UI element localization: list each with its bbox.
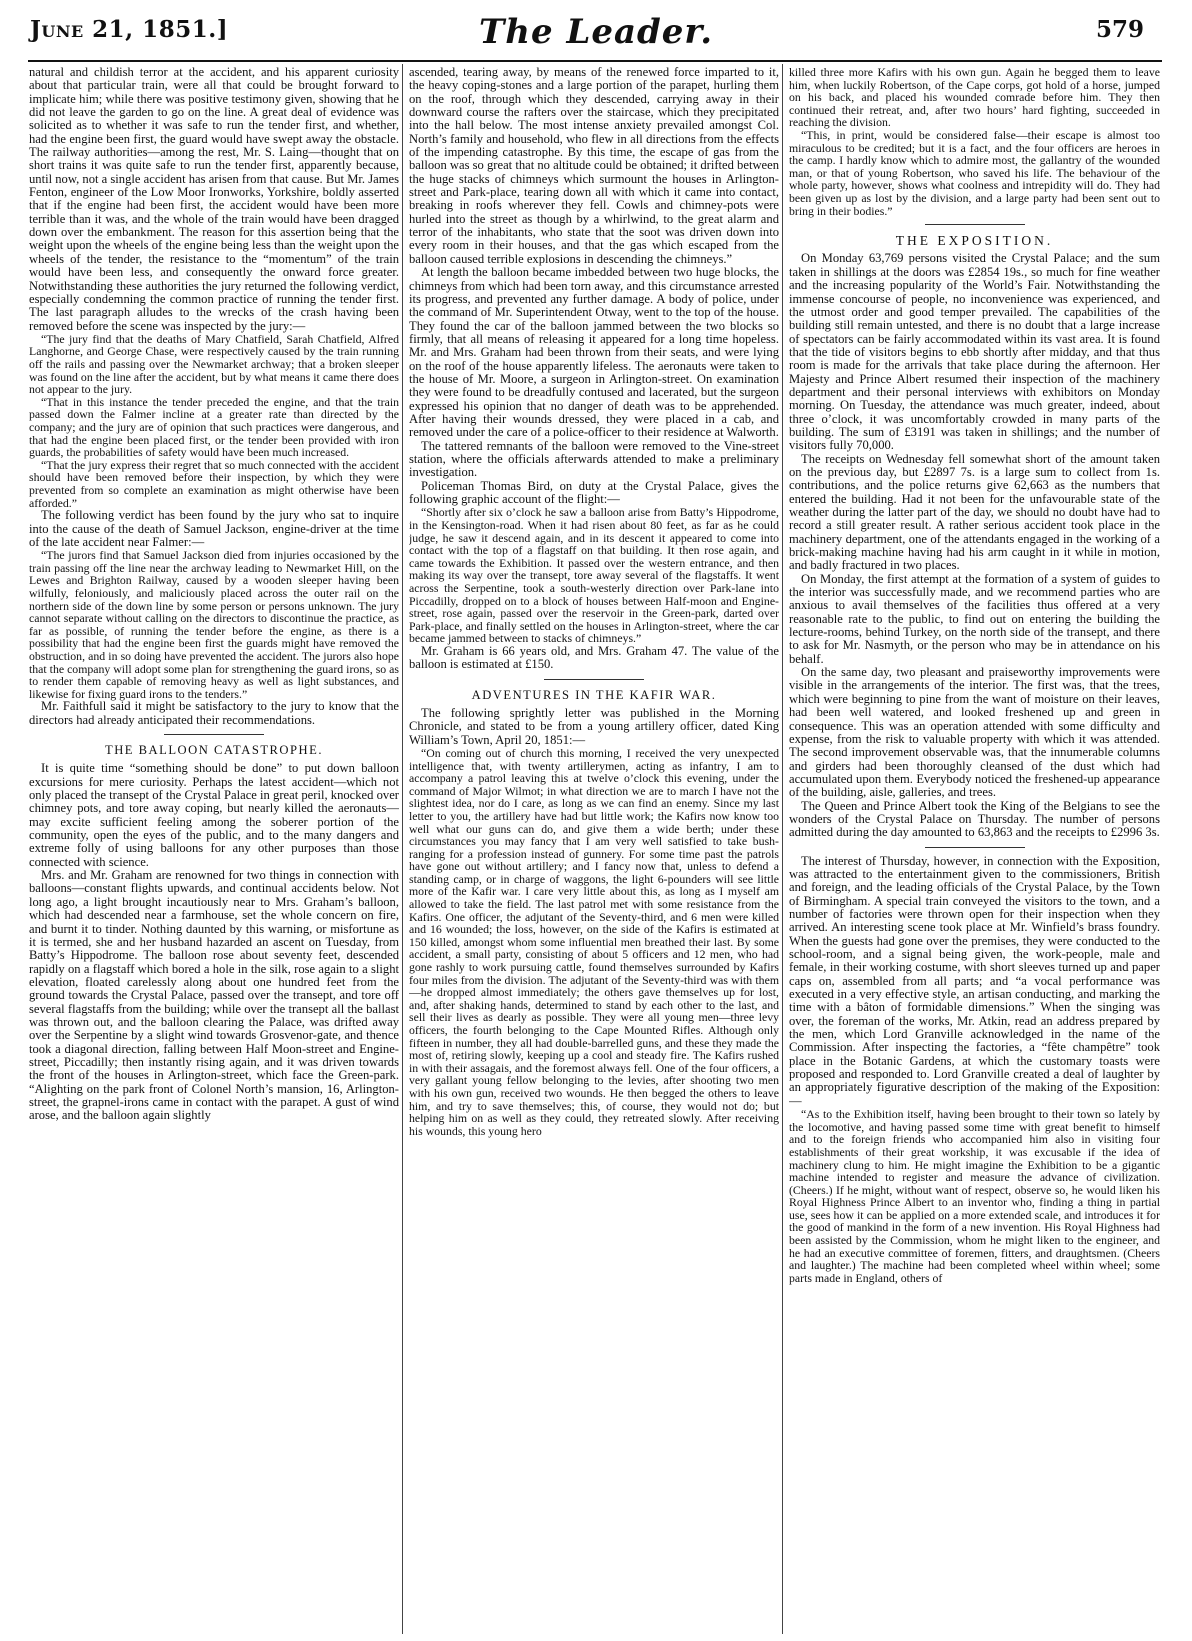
- quote-paragraph: “The jury find that the deaths of Mary Chatfield, Sarah Chatfield, Alfred Langhorne, and George Chase, were respectively caused by the train running off the rails and passing over the Newmarket archway; that a broken sleeper was found on the line after the accident, but by what means it came there does not appear to the jury.: [29, 331, 399, 397]
- paragraph: Mrs. and Mr. Graham are renowned for two things in connection with balloons—constant flights upwards, and continual accidents below. Not long ago, a light brought incautiously near to Mrs. Graham’s balloon, which had descended near a farmhouse, set the whole concern on fire, and burnt it to tinder. Nothing daunted by this warning, or misfortune as it is termed, she and her husband hazarded an ascent on Tuesday, from Batty’s Hippodrome. The balloon rose about seventy feet, descended rapidly on a flagstaff which bored a hole in the silk, rose again to a slight elevation, floated carelessly along about one hundred feet from the ground towards the Crystal Palace, passed over the transept, and tore off several flagstaffs from the building; while over the transept all the ballast was thrown out, and the balloon clearing the Palace, was drifted away over the Serpentine by a slight wind towards Grosvenor-gate, and thence took a diagonal direction, falling between Half Moon-street and Engine-street, Piccadilly; then instantly rising again, and it was driven towards the front of the houses in Arlington-street, which face the Green-park. “Alighting on the park front of Colonel North’s mansion, 16, Arlington-street, the grapnel-irons came in contact with the parapet. A gust of wind arose, and the balloon again slightly: [29, 868, 399, 1123]
- section-separator: [544, 679, 644, 680]
- quote-paragraph: “That in this instance the tender preceded the engine, and that the train passed down the Falmer incline at a greater rate than directed by the company; and the jury are of opinion that such practices were dangerous, and that had the engine been placed first, or the tender been provided with iron guards, the probabilities of safety would have been much increased.: [29, 394, 399, 460]
- paragraph: Mr. Graham is 66 years old, and Mrs. Graham 47. The value of the balloon is estimated at £150.: [409, 643, 779, 672]
- column-divider-2: [782, 64, 783, 1634]
- column-divider-1: [402, 64, 403, 1634]
- paragraph: On Monday 63,769 persons visited the Crystal Palace; and the sum taken in shillings at the doors was £2854 19s., so much for fine weather and the increasing popularity of the World’s Fair. Notwithstanding the immense concourse of people, no inconvenience was experienced, and the utmost order and good temper prevailed. The capabilities of the building still remain untested, and there is no doubt that a large increase of spectators can be fairly accommodated within its vast area. It is found that the tide of visitors begins to ebb shortly after midday, and that thus room is made for the arrivals that take place during the afternoon. Her Majesty and Prince Albert resumed their inspection of the machinery department and their personal interviews with exhibitors on Monday morning. On Tuesday, the attendance was much greater, indeed, about three o’clock, it was uncomfortably crowded in many parts of the building. The sum of £3191 was taken in shillings; and the number of visitors fully 70,000.: [789, 251, 1160, 453]
- section-separator: [164, 734, 264, 735]
- quote-paragraph: “On coming out of church this morning, I received the very unexpected intelligence that, with twenty artillerymen, acting as infantry, I am to accompany a patrol leaving this at twelve o’clock this evening, under the command of Major Wilmot; in what direction we are to march I have not the slightest idea, nor do I care, as long as we can find an enemy. Since my last letter to you, the artillery have had but little work; the Kafirs now know too well what our guns can do, and give them a wide berth; under these circumstances you may fancy that I am very well satisfied to take bush-ranging for a profession instead of gunnery. For some time past the patrols have gone out without artillery; and I fancy now that, unless to defend a standing camp, or in charge of waggons, the light 6-pounders will see little more of the Kafir war. I care very little about this, as long as I myself am allowed to take the field. The last patrol met with some resistance from the Kafirs. One officer, the adjutant of the Seventy-third, and 6 men were killed and 16 wounded; the loss, however, on the side of the Kafirs is estimated at 150 killed, amongst whom some influential men breathed their last. By some accident, a small party, consisting of about 5 officers and 12 men, who had gone rashly to work pursuing cattle, found themselves surrounded by Kafirs four miles from the division. The adjutant of the Seventy-third was with them—he dropped almost immediately; the others gave themselves up for lost, and, after shaking hands, determined to stand by each other to the last, and sell their lives as dearly as possible. They were all young men—three levy officers, the fourth belonging to the Cape Mounted Rifles. Although only fifteen in number, they all had double-barrelled guns, and these they made the most of, retiring slowly, keeping up a cool and steady fire. The Kafirs rushed in with their assagais, and the foremost always fell. One of the four officers, a very gallant young fellow belonging to the levies, after shooting two men with his own gun, received two wounds. He then begged the others to leave him, and try to save themselves; this, of course, they would not do; but helping him on as well as they could, they retreated slowly. After receiving his wounds, this young hero: [409, 745, 779, 1138]
- paragraph: The following verdict has been found by the jury who sat to inquire into the cause of the death of Samuel Jackson, engine-driver at the time of the late accident near Falmer:—: [29, 508, 399, 549]
- paragraph: Policeman Thomas Bird, on duty at the Crystal Palace, gives the following graphic account of the flight:—: [409, 478, 779, 506]
- paragraph: On the same day, two pleasant and praiseworthy improvements were visible in the arrangements of the interior. The first was, that the trees, which were beginning to pine from the want of moisture on their leaves, had been well watered, and looked freshened up and green in consequence. This was an operation attended with some difficulty and expense, from the risk to valuable property with which it was attended. The second improvement observable was, that the innumerable columns and girders had been thoroughly cleansed of the dust which had accumulated upon them. Everybody noticed the freshened-up appearance of the building, aisle, galleries, and trees.: [789, 665, 1160, 800]
- paragraph: The Queen and Prince Albert took the King of the Belgians to see the wonders of the Crystal Palace on Thursday. The number of persons admitted during the day amounted to 63,863 and the receipts to £2996 3s.: [789, 798, 1160, 840]
- column-2: [409, 66, 779, 1632]
- section-separator: [925, 847, 1025, 848]
- section-heading-kafir: ADVENTURES IN THE KAFIR WAR.: [471, 687, 717, 702]
- quote-paragraph: “Shortly after six o’clock he saw a balloon arise from Batty’s Hippodrome, in the Kensington-road. When it had risen about 80 feet, as far as he could judge, he saw it descend again, and in its descent it appeared to come into contact with the top of a flagstaff on that building. It then rose again, and came towards the Exhibition. It passed over the western entrance, and then making its way over the transept, tore away several of the flagstaffs. It went across the Serpentine, took a south-westerly direction over Park-lane into Piccadilly, dropped on to a block of houses between Half-moon and Engine-street, rose again, passed over the reservoir in the Green-park, darted over Park-place, and finally settled on the houses in Arlington-street, where the car became jammed between to stacks of chimneys.”: [409, 505, 779, 646]
- paragraph: ascended, tearing away, by means of the renewed force imparted to it, the heavy coping-stones and a large portion of the parapet, hurling them on the roof, through which they descended, carrying away in their downward course the rafters over the staircase, which they precipitated into the hall below. The most intense anxiety prevailed amongst Col. North’s family and household, who flew in all directions from the effects of the impending catastrophe. By this time, the escape of gas from the balloon was so great that no altitude could be obtained; it drifted between the huge stacks of chimneys which surmount the houses in Arlington-street and Park-place, tearing down all with which it came into contact, breaking in roofs wherever they fell. Cowls and chimney-pots were hurled into the street as though by a whirlwind, to the great alarm and terror of the inhabitants, who state that the soot was driven down into every room in their houses, and that the gas which escaped from the balloon caused terrible explosions in descending the chimneys.”: [409, 66, 779, 266]
- paragraph: Mr. Faithfull said it might be satisfactory to the jury to know that the directors had already anticipated their recommendations.: [29, 699, 399, 727]
- paragraph: On Monday, the first attempt at the formation of a system of guides to the interior was successfully made, and we recommend parties who are anxious to avail themselves of the facilities thus offered at a very reasonable rate to the public, to find out on entering the building the lecture-rooms, behind Turkey, on the north side of the transept, and there to ask for Mr. Nasmyth, or the person who may be in attendance on his behalf.: [789, 571, 1160, 666]
- masthead-title: The Leader.: [478, 12, 714, 52]
- issue-date: June 21, 1851.]: [30, 16, 229, 43]
- section-separator: [925, 224, 1025, 225]
- page-header: [0, 0, 1192, 64]
- quote-paragraph: “That the jury express their regret that so much connected with the accident should have been removed before their inspection, by which they were prevented from so complete an examination as might otherwise have been afforded.”: [29, 457, 399, 510]
- quote-paragraph: “The jurors find that Samuel Jackson died from injuries occasioned by the train passing off the line near the archway leading to Newmarket Hill, on the Lewes and Brighton Railway, caused by a wooden sleeper having been wilfully, feloniously, and maliciously placed across the outer rail on the northern side of the down line by some person or persons unknown. The jury cannot separate without calling on the directors to discontinue the practice, as far as possible, of running the tender before the engine, as there is a possibility that had the engine been first the guards might have removed the obstruction, and in so doing have prevented the accident. The jurors also hope that the company will adopt some plan for strengthening the guard irons, so as to render them capable of removing heavy as well as light substances, and likewise for fixing guard irons to the tenders.”: [29, 548, 399, 701]
- paragraph: The tattered remnants of the balloon were removed to the Vine-street station, where the officials afterwards attended to make a preliminary investigation.: [409, 438, 779, 480]
- section-heading-balloon: THE BALLOON CATASTROPHE.: [105, 743, 323, 758]
- header-rule: [28, 60, 1162, 62]
- section-heading-exposition: THE EXPOSITION.: [895, 233, 1054, 249]
- paragraph: It is quite time “something should be done” to put down balloon excursions for mere curiosity. Perhaps the latest accident—which not only placed the transept of the Crystal Palace in great peril, knocked over chimney pots, and tore away coping, but nearly killed the aeronauts—may excite sufficient feeling among the soberer portion of the community, open the eyes of the public, and to the many dangers and extreme folly of using balloons for any other purposes than those connected with science.: [29, 761, 399, 869]
- paragraph: The following sprightly letter was published in the Morning Chronicle, and stated to be from a young artillery officer, dated King William’s Town, April 20, 1851:—: [409, 705, 779, 747]
- paragraph: natural and childish terror at the accident, and his apparent curiosity about that particular train, were all that could be brought forward to implicate him; while there was positive testimony given, showing that he did not leave the garden to go on the line. A great deal of evidence was solicited as to whether it was safe to run the tender first, and whether, had the engine been first, the guard would have swept away the obstacle. The railway authorities—among the rest, Mr. S. Laing—thought that on short trains it was quite safe to run the tender first, apparently because, until now, not a single accident has arisen from that cause. But Mr. James Fenton, engineer of the Low Moor Ironworks, Yorkshire, boldly asserted that if the engine had been first, the accident would have been more terrible than it was, and the whole of the train would have been dragged down over the embankment. The reason for this assertion being that the weight upon the wheels of the engine being less than the weight upon the wheels of the tender, the resistance to the “momentum” of the train would have been less, and consequently the onward force greater. Notwithstanding these authorities the jury returned the following verdict, especially condemning the common practice of running the tender first. The last paragraph alludes to the wrecks of the crash having been removed before the scene was inspected by the jury:—: [29, 66, 399, 333]
- quote-paragraph: killed three more Kafirs with his own gun. Again he begged them to leave him, when luckily Robertson, of the Cape corps, got hold of a horse, jumped on his back, and placed his wounded comrade before him. They then continued their retreat, and, after two hours’ hard fighting, succeeded in reaching the division.: [789, 66, 1160, 130]
- quote-paragraph: “This, in print, would be considered false—their escape is almost too miraculous to be credited; but it is a fact, and the four officers are heroes in the camp. I hardly know which to admire most, the gallantry of the wounded man, or that of young Robertson, who saved his life. The behaviour of the whole party, however, shows what coolness and intrepidity will do. They had been given up as lost by the division, and a large party had been sent out to bring in their bodies.”: [789, 127, 1160, 218]
- paragraph: The interest of Thursday, however, in connection with the Exposition, was attracted to the entertainment given to the commissioners, British and foreign, and the leading officials of the Crystal Palace, by the Town of Birmingham. A special train conveyed the visitors to the town, and a number of factories were thrown open for their inspection when they arrived. An interesting scene took place at Mr. Winfield’s brass foundry. When the guests had gone over the premises, they were conducted to the school-room, and a signal being given, the work-people, male and female, in their working costume, with short sleeves turned up and paper caps on, assembled from all parts; and “a vocal performance was executed in a very effective style, an artisan conducting, and marking the time with a bâton of formidable dimensions.” When the singing was over, the foreman of the works, Mr. Atkin, read an address prepared by the men, which Lord Granville acknowledged in the name of the Commission. After inspecting the factories, a “fête champêtre” took place in the Botanic Gardens, at which the customary toasts were proposed and responded to. Lord Granville created a deal of laughter by an appropriately figurative description of the making of the Exposition:—: [789, 853, 1160, 1108]
- paragraph: At length the balloon became imbedded between two huge blocks, the chimneys from which had been torn away, and this circumstance arrested its progress, and prevented any further damage. A body of police, under the command of Mr. Superintendent Otway, went to the top of the house. They found the car of the balloon jammed between the two blocks so firmly, that all means of releasing it appeared for a long time hopeless. Mr. and Mrs. Graham had been thrown from their seats, and were lying on the roof of the house apparently lifeless. The aeronauts were taken to the house of Mr. Moore, a surgeon in Arlington-street. On examination they were found to be dreadfully contused and lacerated, but the surgeon expressed his opinion that no danger of death was to be apprehended. After having their wounds dressed, they were placed in a cab, and removed under the care of a police-officer to their residence at Walworth.: [409, 265, 779, 440]
- column-3: [789, 66, 1160, 1632]
- quote-paragraph: “As to the Exhibition itself, having been brought to their town so lately by the locomotive, and having passed some time with great benefit to himself and to the foreign friends who accompanied him also in visiting four establishments of their great workship, it was excusable if the idea of machinery clung to him. He might imagine the Exhibition to be a gigantic machine intended to register and measure the advance of civilization. (Cheers.) If he might, without want of respect, observe so, he would liken his Royal Highness Prince Albert to an inventor who, finding a thing in partial use, sees how it can be applied on a more extended scale, and introduces it for the good of mankind in the form of a new invention. His Royal Highness had been assisted by the Commission, whom he might liken to the engineer, and he had an executive committee of foremen, fitters, and draughtsmen. (Cheers and laughter.) The machine had been completed wheel within wheel; some parts made in England, others of: [789, 1107, 1160, 1285]
- column-1: [29, 66, 399, 1632]
- page-number: 579: [1095, 16, 1144, 43]
- paragraph: The receipts on Wednesday fell somewhat short of the amount taken on the previous day, but £2897 7s. is a large sum to collect from 1s. contributions, and the police returns give 62,663 as the numbers that entered the building. Had it not been for the unfavourable state of the weather during the latter part of the day, we should no doubt have had to record a still greater result. A rather serious accident took place in the machinery department, one of the attendants engaged in the working of a brick-making machine having had his arm caught in it while in motion, and badly fractured in two places.: [789, 451, 1160, 573]
